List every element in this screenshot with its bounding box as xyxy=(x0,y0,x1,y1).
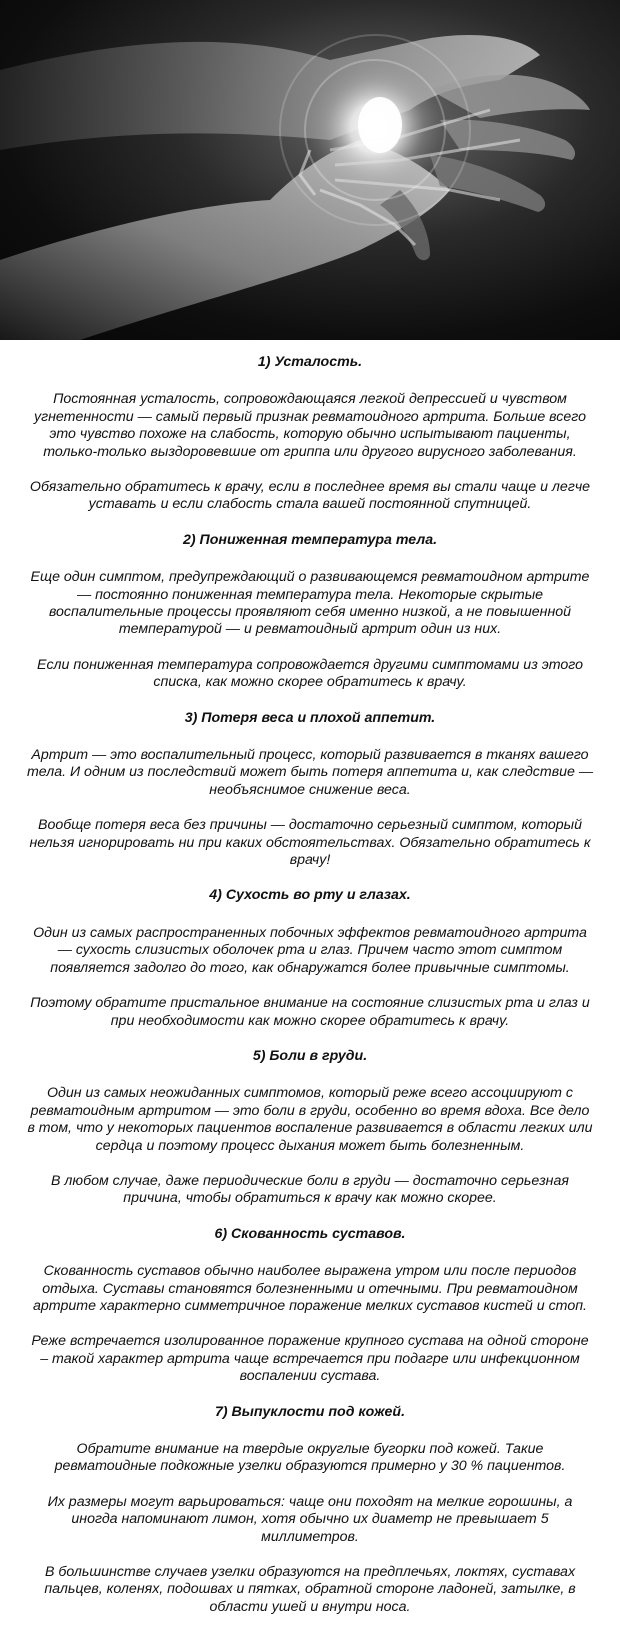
text-line: Реже встречается изолированное поражение крупного сустава на одной стороне xyxy=(31,1333,589,1350)
text-line: появляется задолго до того, как обнаружатся более привычные симптомы. xyxy=(50,959,570,976)
text-line: Обязательно обратитесь к врачу, если в последнее время вы стали чаще и легче xyxy=(29,479,591,496)
paragraph xyxy=(0,1494,620,1546)
paragraph xyxy=(0,1441,620,1476)
hero-image xyxy=(0,0,620,340)
paragraph xyxy=(0,1333,620,1385)
section-title: 3) Потеря веса и плохой аппетит. xyxy=(184,709,436,726)
paragraph xyxy=(0,1263,620,1315)
paragraph xyxy=(0,1085,620,1155)
paragraph xyxy=(0,657,620,692)
paragraph xyxy=(0,925,620,977)
text-line: Поэтому обратите пристальное внимание на состояние слизистых рта и глаз и xyxy=(30,995,590,1012)
text-line: В большинстве случаев узелки образуются на предплечьях, локтях, суставах xyxy=(44,1563,576,1580)
section-title: 6) Скованность суставов. xyxy=(214,1225,406,1242)
text-line: – такой характер артрита чаще встречается при подагре или инфекционном xyxy=(40,1350,580,1367)
text-line: Один из самых неожиданных симптомов, который реже всего ассоциируют с xyxy=(46,1085,573,1102)
text-line: причина, чтобы обратиться к врачу как можно скорее. xyxy=(123,1190,497,1207)
text-line: ревматоидные подкожные узелки образуются примерно у 30 % пациентов. xyxy=(54,1458,566,1475)
text-line: миллиметров. xyxy=(261,1528,359,1545)
text-line: Один из самых распространенных побочных эффектов ревматоидного артрита xyxy=(33,924,587,941)
text-line: иногда напоминают лимон, хотя обычно их диаметр не превышает 5 xyxy=(71,1511,549,1528)
text-line: Скованность суставов обычно наиболее выражена утром или после периодов xyxy=(43,1263,577,1280)
text-line: уставать и если слабость стала вашей постоянной спутницей. xyxy=(88,496,532,513)
paragraph xyxy=(0,569,620,639)
paragraph xyxy=(0,1564,620,1616)
paragraph xyxy=(0,479,620,514)
text-line: угнетенности — самый первый признак ревматоидного артрита. Больше всего xyxy=(34,408,586,425)
text-line: необъяснимое снижение веса. xyxy=(209,781,411,798)
xray-hand-illustration xyxy=(0,0,620,340)
section-title: 1) Усталость. xyxy=(257,354,363,370)
paragraph xyxy=(0,995,620,1030)
text-line: Постоянная усталость, сопровождающаяся легкой депрессией и чувством xyxy=(53,391,567,408)
text-line: сердца и поэтому процесс дыхания может быть болезненным. xyxy=(95,1137,525,1154)
section-title: 5) Боли в груди. xyxy=(252,1047,368,1064)
text-line: Если пониженная температура сопровождается другими симптомами из этого xyxy=(36,656,583,673)
text-line: воспалительные процессы проявляют себя именно низкой, а не повышенной xyxy=(48,604,572,621)
text-line: температурой — и ревматоидный артрит один из них. xyxy=(118,621,502,638)
text-line: Вообще потеря веса без причины — достаточно серьезный симптом, который xyxy=(38,817,582,834)
text-line: при необходимости как можно скорее обратитесь к врачу. xyxy=(110,1012,510,1029)
text-line: врачу! xyxy=(289,852,331,869)
section-title: 4) Сухость во рту и глазах. xyxy=(209,887,411,904)
text-line: области ушей и внутри носа. xyxy=(209,1598,411,1615)
paragraph xyxy=(0,747,620,799)
text-line: в том, что у некоторых пациентов воспаление развивается в области легких или xyxy=(27,1120,593,1137)
text-line: Еще один симптом, предупреждающий о развивающемся ревматоидном артрите xyxy=(30,569,590,586)
text-line: Артрит — это воспалительный процесс, который развивается в тканях вашего xyxy=(31,747,589,764)
text-line: списка, как можно скорее обратитесь к врачу. xyxy=(153,674,467,691)
article-body xyxy=(0,354,620,1616)
text-line: тела. И одним из последствий может быть потеря аппетита и, как следствие — xyxy=(26,764,594,781)
text-line: артрите характерно симметричное поражение мелких суставов кистей и стоп. xyxy=(33,1297,587,1314)
text-line: только-только выздоровевшие от гриппа или другого вирусного заболевания. xyxy=(43,443,577,460)
text-line: Их размеры могут варьироваться: чаще они походят на мелкие горошины, а xyxy=(47,1493,573,1510)
text-line: В любом случае, даже периодические боли в груди — достаточно серьезная xyxy=(51,1172,569,1189)
text-line: — постоянно пониженная температура тела. Некоторые скрытые xyxy=(76,586,544,603)
paragraph xyxy=(0,817,620,869)
text-line: нельзя игнорировать ни при каких обстоятельствах. Обязательно обратитесь к xyxy=(29,834,591,851)
paragraph xyxy=(0,1173,620,1208)
text-line: — сухость слизистых оболочек рта и глаз. Причем часто этот симптом xyxy=(57,942,563,959)
text-line: отдыха. Суставы становятся болезненными и отечными. При ревматоидном xyxy=(42,1280,578,1297)
text-line: воспалении сустава. xyxy=(239,1368,381,1385)
section-title: 7) Выпуклости под кожей. xyxy=(214,1403,406,1420)
section-title: 2) Пониженная температура тела. xyxy=(182,531,438,548)
text-line: ревматоидным артритом — это боли в груди, особенно во время вдоха. Все дело xyxy=(30,1102,590,1119)
text-line: Обратите внимание на твердые округлые бугорки под кожей. Такие xyxy=(76,1440,544,1457)
text-line: пальцев, коленях, подошвах и пятках, обратной стороне ладоней, затылке, в xyxy=(44,1581,576,1598)
paragraph xyxy=(0,391,620,461)
text-line: это чувство похоже на слабость, которую обычно испытывают пациенты, xyxy=(49,426,571,443)
